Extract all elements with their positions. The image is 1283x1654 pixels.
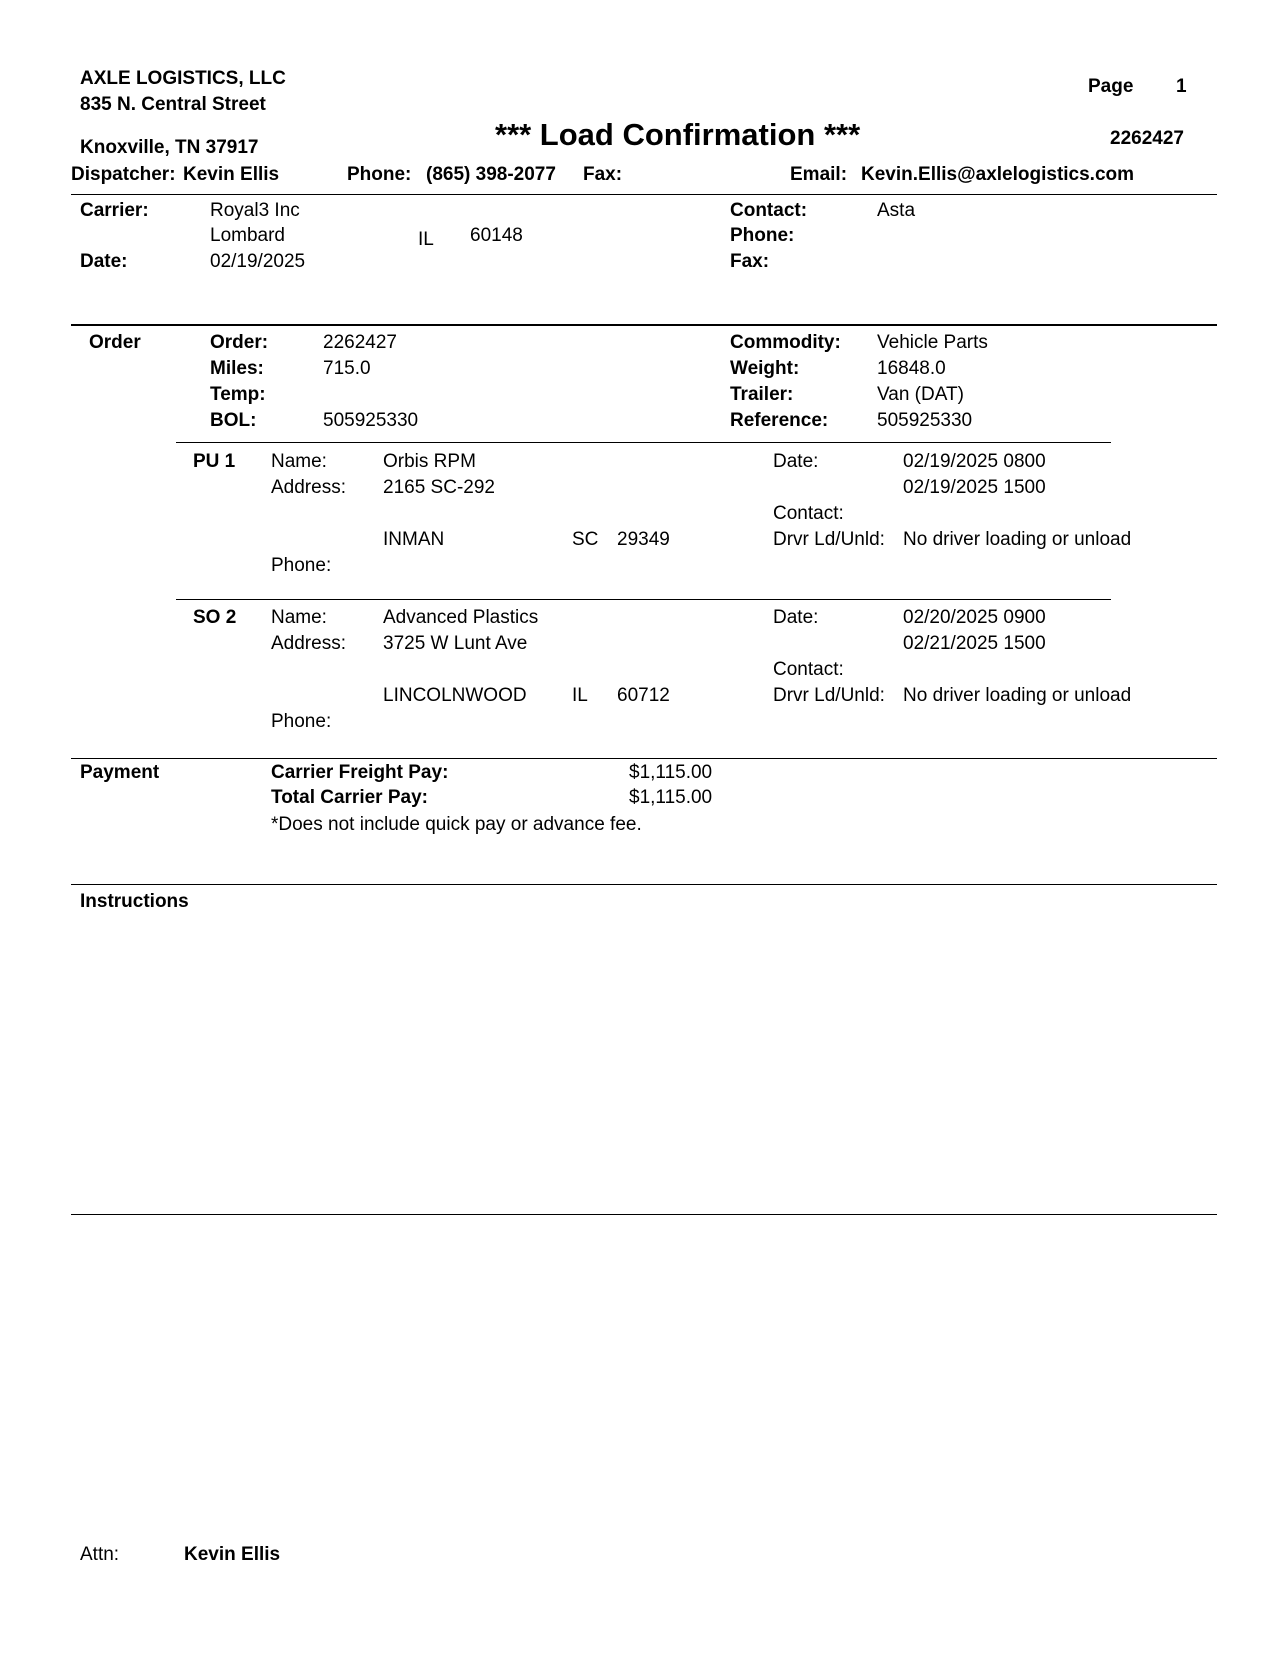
- dispatcher-phone: (865) 398-2077: [426, 164, 556, 185]
- carrier-date: 02/19/2025: [210, 251, 306, 272]
- stop-drvr-label: Drvr Ld/Unld:: [773, 685, 885, 706]
- stop-contact-label: Contact:: [773, 503, 844, 524]
- payment-section-label: Payment: [80, 762, 160, 783]
- stop-state: SC: [572, 529, 599, 550]
- header-divider: [71, 194, 1217, 195]
- trailer-label: Trailer:: [730, 384, 794, 405]
- miles-value: 715.0: [323, 358, 371, 379]
- stop-zip: 60712: [617, 685, 670, 706]
- weight-label: Weight:: [730, 358, 800, 379]
- stop-phone-label: Phone:: [271, 555, 332, 576]
- stop-drvr-label: Drvr Ld/Unld:: [773, 529, 885, 550]
- stop-date-label: Date:: [773, 607, 819, 628]
- page-label: Page: [1088, 76, 1134, 97]
- stop-code: PU 1: [193, 451, 236, 472]
- carrier-label: Carrier:: [80, 200, 149, 221]
- total-pay-value: $1,115.00: [629, 787, 713, 808]
- stop-date-start: 02/19/2025 0800: [903, 451, 1046, 472]
- carrier-zip: 60148: [470, 225, 523, 246]
- carrier-phone-label: Phone:: [730, 225, 795, 246]
- commodity-label: Commodity:: [730, 332, 841, 353]
- commodity-value: Vehicle Parts: [877, 332, 988, 353]
- stop-zip: 29349: [617, 529, 670, 550]
- bol-value: 505925330: [323, 410, 419, 431]
- stop-address-label: Address:: [271, 633, 346, 654]
- instructions-bottom-divider: [71, 1214, 1217, 1215]
- instructions-divider: [71, 884, 1217, 885]
- stop-drvr-value: No driver loading or unload: [903, 529, 1132, 550]
- carrier-contact: Asta: [877, 200, 916, 221]
- freight-pay-label: Carrier Freight Pay:: [271, 762, 449, 783]
- stop-date-label: Date:: [773, 451, 819, 472]
- payment-note: *Does not include quick pay or advance fee.: [271, 814, 642, 835]
- stop-name-label: Name:: [271, 451, 327, 472]
- stop-divider: [176, 442, 1111, 443]
- order-number-label: Order:: [210, 332, 269, 353]
- reference-value: 505925330: [877, 410, 973, 431]
- stop-date-start: 02/20/2025 0900: [903, 607, 1046, 628]
- dispatcher-label: Dispatcher:: [71, 164, 176, 185]
- total-pay-label: Total Carrier Pay:: [271, 787, 428, 808]
- carrier-date-label: Date:: [80, 251, 128, 272]
- stop-address: 3725 W Lunt Ave: [383, 633, 528, 654]
- payment-divider: [71, 758, 1217, 759]
- weight-value: 16848.0: [877, 358, 946, 379]
- stop-address-label: Address:: [271, 477, 346, 498]
- carrier-contact-label: Contact:: [730, 200, 808, 221]
- temp-label: Temp:: [210, 384, 266, 405]
- bol-label: BOL:: [210, 410, 257, 431]
- load-number: 2262427: [1110, 128, 1184, 149]
- attn-name: Kevin Ellis: [184, 1544, 281, 1565]
- stop-code: SO 2: [193, 607, 237, 628]
- carrier-name: Royal3 Inc: [210, 200, 300, 221]
- dispatcher-name: Kevin Ellis: [183, 164, 280, 185]
- page-number: 1: [1176, 76, 1187, 97]
- stop-name: Orbis RPM: [383, 451, 476, 472]
- company-street: 835 N. Central Street: [80, 94, 266, 115]
- company-city: Knoxville, TN 37917: [80, 137, 259, 158]
- page-title: *** Load Confirmation ***: [495, 117, 861, 152]
- stop-name: Advanced Plastics: [383, 607, 539, 628]
- dispatcher-fax-label: Fax:: [583, 164, 623, 185]
- stop-city: LINCOLNWOOD: [383, 685, 527, 706]
- miles-label: Miles:: [210, 358, 264, 379]
- carrier-fax-label: Fax:: [730, 251, 770, 272]
- stop-date-end: 02/19/2025 1500: [903, 477, 1046, 498]
- reference-label: Reference:: [730, 410, 829, 431]
- order-section-label: Order: [89, 332, 141, 353]
- dispatcher-email-label: Email:: [790, 164, 848, 185]
- order-number: 2262427: [323, 332, 397, 353]
- stop-date-end: 02/21/2025 1500: [903, 633, 1046, 654]
- dispatcher-phone-label: Phone:: [347, 164, 412, 185]
- stop-name-label: Name:: [271, 607, 327, 628]
- carrier-state: IL: [418, 229, 434, 250]
- stop-contact-label: Contact:: [773, 659, 844, 680]
- stop-address: 2165 SC-292: [383, 477, 495, 498]
- freight-pay-value: $1,115.00: [629, 762, 713, 783]
- stop-phone-label: Phone:: [271, 711, 332, 732]
- stop-city: INMAN: [383, 529, 445, 550]
- attn-label: Attn:: [80, 1544, 120, 1565]
- stop-state: IL: [572, 685, 588, 706]
- order-divider: [71, 324, 1217, 326]
- instructions-label: Instructions: [80, 891, 189, 912]
- company-name: AXLE LOGISTICS, LLC: [80, 68, 286, 89]
- stop-divider: [176, 599, 1111, 600]
- stop-drvr-value: No driver loading or unload: [903, 685, 1132, 706]
- trailer-value: Van (DAT): [877, 384, 964, 405]
- dispatcher-email: Kevin.Ellis@axlelogistics.com: [861, 164, 1135, 185]
- carrier-city: Lombard: [210, 225, 285, 246]
